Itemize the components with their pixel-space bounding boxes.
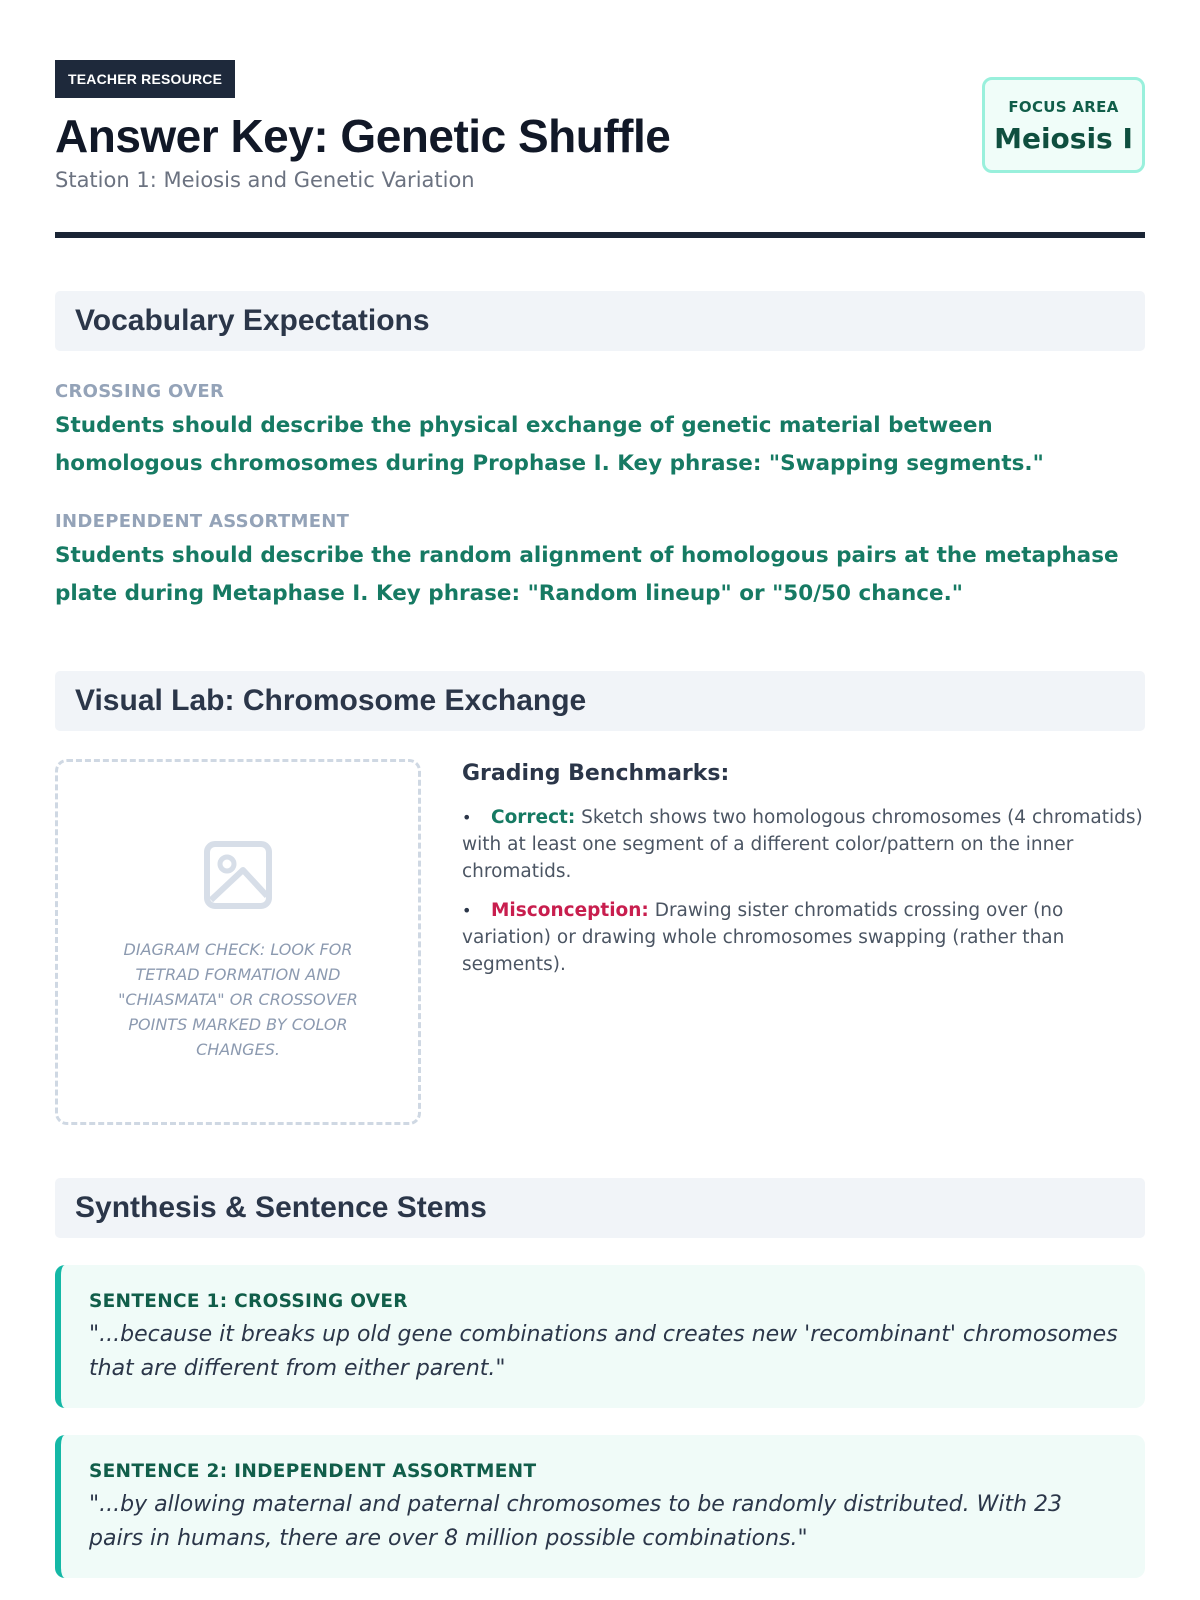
- vocab-definition: Students should describe the physical exchange of genetic material between homologous chromosomes during Prophase I. Key phrase: "Swapping segments.": [55, 413, 1044, 476]
- vocab-definition: Students should describe the random alignment of homologous pairs at the metaphase plate during Metaphase I. Key phrase: "Random lineup" or "50/50 chance.": [55, 543, 1119, 606]
- benchmarks-list: [462, 804, 1145, 978]
- teacher-resource-badge: TEACHER RESOURCE: [55, 60, 235, 98]
- stem-label: SENTENCE 1: CROSSING OVER: [89, 1291, 408, 1312]
- focus-area-value: Meiosis I: [994, 122, 1133, 155]
- visual-lab-heading: Visual Lab: Chromosome Exchange: [55, 671, 1145, 731]
- benchmark-label: Correct:: [491, 807, 576, 828]
- bullet-icon: •: [462, 808, 472, 827]
- stem-label: SENTENCE 2: INDEPENDENT ASSORTMENT: [89, 1461, 537, 1482]
- benchmark-label: Misconception:: [491, 900, 649, 921]
- synthesis-heading: Synthesis & Sentence Stems: [55, 1178, 1145, 1238]
- benchmark-correct: [462, 804, 1145, 885]
- benchmark-misconception: [462, 897, 1145, 978]
- benchmark-text: Drawing sister chromatids crossing over (no variation) or drawing whole chromosomes swapping (rather than segments).: [462, 900, 1065, 975]
- page-subtitle: Station 1: Meiosis and Genetic Variation: [55, 168, 475, 192]
- vocab-item-independent-assortment: [55, 511, 1145, 613]
- sentence-stem-card: [55, 1435, 1145, 1578]
- diagram-placeholder: [55, 759, 421, 1125]
- visual-lab-row: [55, 759, 1145, 1125]
- diagram-note: DIAGRAM CHECK: LOOK FOR TETRAD FORMATION AND "CHIASMATA" OR CROSSOVER POINTS MARKED BY COLOR CHANGES.: [118, 940, 358, 1059]
- image-icon: [203, 840, 273, 915]
- stem-text: "...because it breaks up old gene combinations and creates new 'recombinant' chromosomes that are different from either parent.": [89, 1322, 1118, 1381]
- vocabulary-heading: Vocabulary Expectations: [55, 291, 1145, 351]
- sentence-stem-card: [55, 1265, 1145, 1408]
- header: [55, 0, 1145, 238]
- vocab-term: INDEPENDENT ASSORTMENT: [55, 511, 350, 532]
- grading-benchmarks: [462, 759, 1145, 1125]
- bullet-icon: •: [462, 901, 472, 920]
- focus-area-label: FOCUS AREA: [1008, 98, 1119, 116]
- benchmarks-title: Grading Benchmarks:: [462, 761, 730, 786]
- benchmark-text: Sketch shows two homologous chromosomes (4 chromatids) with at least one segment of a different color/pattern on the inner chromatids.: [462, 807, 1143, 882]
- vocab-item-crossing-over: [55, 381, 1145, 483]
- page-title: Answer Key: Genetic Shuffle: [55, 110, 671, 162]
- focus-area-box: [982, 77, 1145, 173]
- vocab-term: CROSSING OVER: [55, 381, 225, 402]
- stem-text: "...by allowing maternal and paternal chromosomes to be randomly distributed. With 23 pairs in humans, there are over 8 million possible combinations.": [89, 1492, 1063, 1551]
